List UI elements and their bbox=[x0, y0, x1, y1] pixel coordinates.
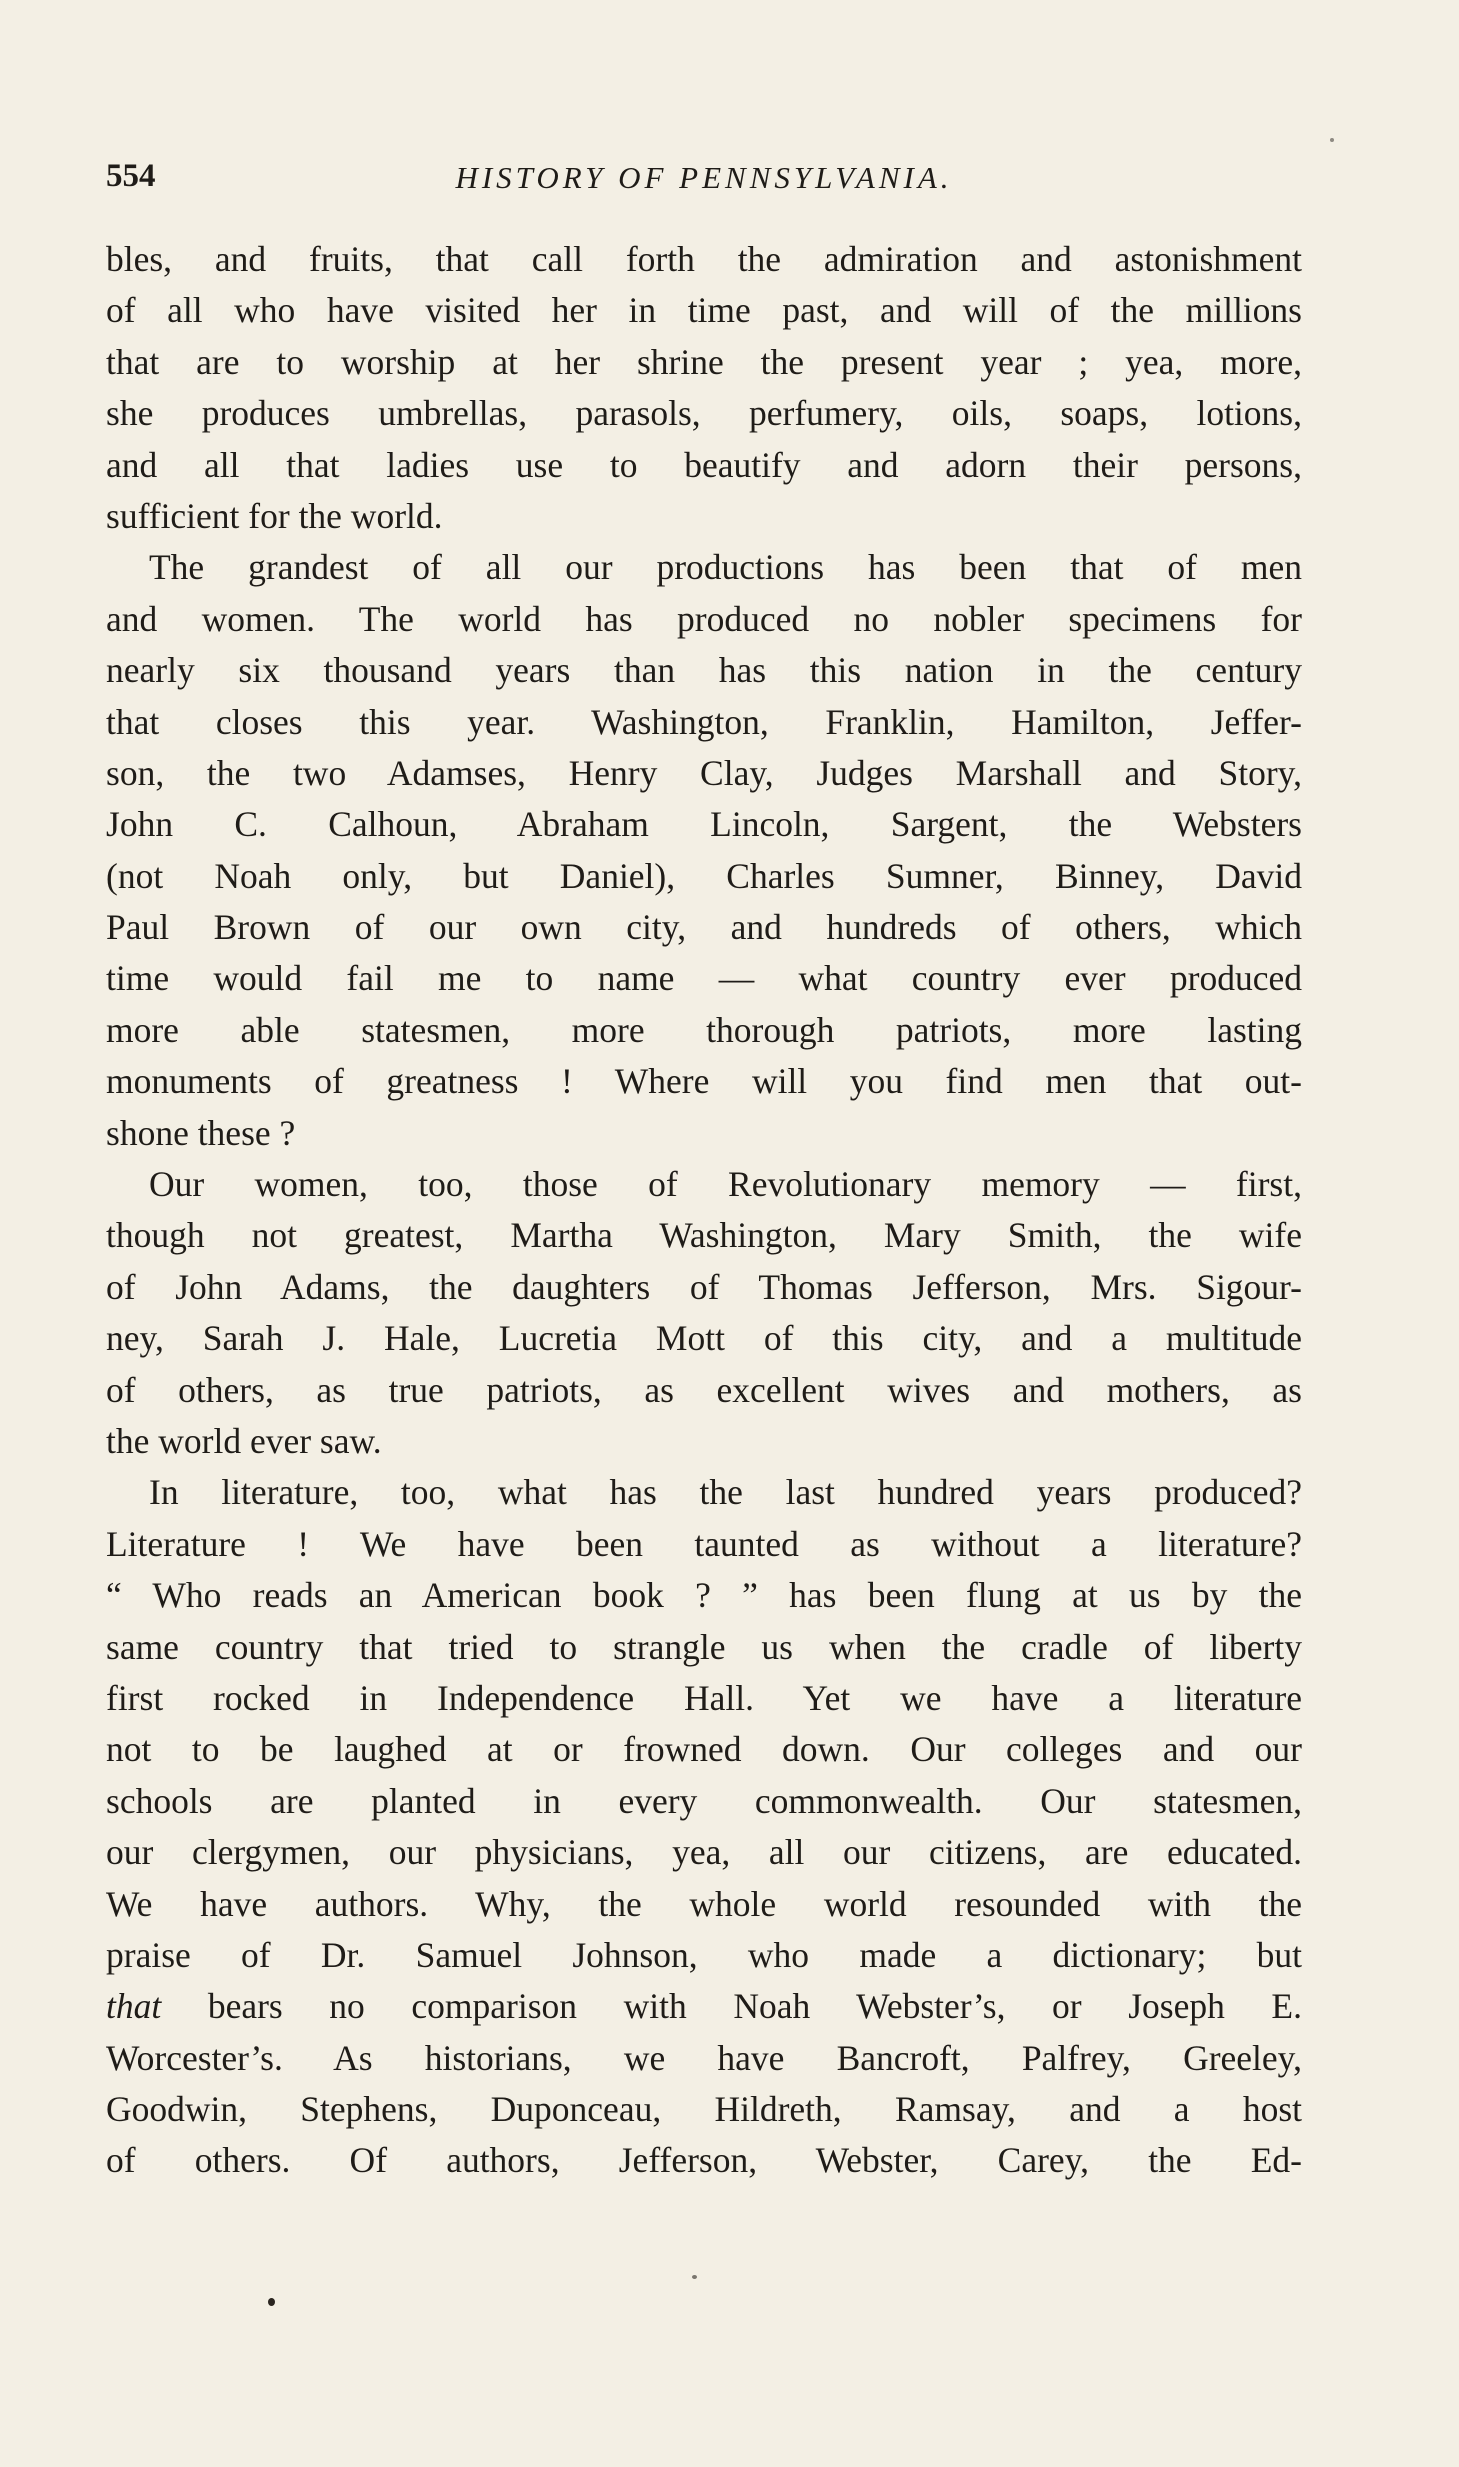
text-line: not to be laughed at or frowned down. Our colleges and our bbox=[106, 1729, 1302, 1770]
text-line: time would fail me to name — what country ever produced bbox=[106, 958, 1302, 999]
text-line: that closes this year. Washington, Franklin, Hamilton, Jeffer- bbox=[106, 701, 1302, 742]
text-line: Our women, too, those of Revolutionary memory — first, bbox=[149, 1164, 1302, 1205]
text-line: she produces umbrellas, parasols, perfumery, oils, soaps, lotions, bbox=[106, 393, 1302, 434]
text-line: monuments of greatness ! Where will you find men that out- bbox=[106, 1061, 1302, 1102]
text-line: schools are planted in every commonwealth. Our statesmen, bbox=[106, 1780, 1302, 1821]
print-speck bbox=[692, 2275, 697, 2279]
print-speck bbox=[1330, 138, 1334, 142]
text-line: Literature ! We have been taunted as without a literature? bbox=[106, 1523, 1302, 1564]
text-line: of others, as true patriots, as excellent wives and mothers, as bbox=[106, 1369, 1302, 1410]
text-line: shone these ? bbox=[106, 1112, 296, 1153]
text-line: and all that ladies use to beautify and adorn their persons, bbox=[106, 444, 1302, 485]
body-text bbox=[106, 234, 1302, 2187]
text-line: first rocked in Independence Hall. Yet we have a literature bbox=[106, 1677, 1302, 1718]
text-line: that are to worship at her shrine the present year ; yea, more, bbox=[106, 341, 1302, 382]
book-page bbox=[106, 158, 1302, 2187]
text-line: John C. Calhoun, Abraham Lincoln, Sargent, the Websters bbox=[106, 804, 1302, 845]
text-line: son, the two Adamses, Henry Clay, Judges Marshall and Story, bbox=[106, 752, 1302, 793]
text-line: Paul Brown of our own city, and hundreds of others, which bbox=[106, 907, 1302, 948]
text-line: sufficient for the world. bbox=[106, 495, 443, 536]
text-line: (not Noah only, but Daniel), Charles Sumner, Binney, David bbox=[106, 855, 1302, 896]
running-title: HISTORY OF PENNSYLVANIA. bbox=[455, 160, 953, 195]
text-line: though not greatest, Martha Washington, Mary Smith, the wife bbox=[106, 1215, 1302, 1256]
text-line: of John Adams, the daughters of Thomas Jefferson, Mrs. Sigour- bbox=[106, 1266, 1302, 1307]
text-line: bles, and fruits, that call forth the admiration and astonishment bbox=[106, 239, 1302, 279]
text-line: praise of Dr. Samuel Johnson, who made a dictionary; but bbox=[106, 1934, 1302, 1975]
text-line: and women. The world has produced no nobler specimens for bbox=[106, 598, 1302, 639]
text-line: more able statesmen, more thorough patriots, more lasting bbox=[106, 1009, 1302, 1050]
text-line: We have authors. Why, the whole world resounded with the bbox=[106, 1883, 1302, 1924]
text-line: Goodwin, Stephens, Duponceau, Hildreth, Ramsay, and a host bbox=[106, 2089, 1302, 2130]
text-line: of others. Of authors, Jefferson, Webster, Carey, the Ed- bbox=[106, 2140, 1302, 2181]
print-speck bbox=[268, 2298, 275, 2306]
text-line: nearly six thousand years than has this nation in the century bbox=[106, 650, 1302, 691]
running-head bbox=[106, 158, 1302, 204]
page-number: 554 bbox=[106, 158, 156, 194]
text-line: Worcester’s. As historians, we have Bancroft, Palfrey, Greeley, bbox=[106, 2037, 1302, 2078]
text-line: that bears no comparison with Noah Webster’s, or Joseph E. bbox=[106, 1986, 1302, 2027]
text-line: The grandest of all our productions has been that of men bbox=[149, 547, 1302, 588]
text-line: the world ever saw. bbox=[106, 1420, 382, 1461]
text-line: In literature, too, what has the last hundred years produced? bbox=[149, 1472, 1302, 1513]
text-line: of all who have visited her in time past, and will of the millions bbox=[106, 290, 1302, 331]
text-line: same country that tried to strangle us when the cradle of liberty bbox=[106, 1626, 1302, 1667]
text-line: “ Who reads an American book ? ” has been flung at us by the bbox=[106, 1575, 1302, 1616]
text-line: our clergymen, our physicians, yea, all our citizens, are educated. bbox=[106, 1832, 1302, 1873]
text-line: ney, Sarah J. Hale, Lucretia Mott of this city, and a multitude bbox=[106, 1318, 1302, 1359]
